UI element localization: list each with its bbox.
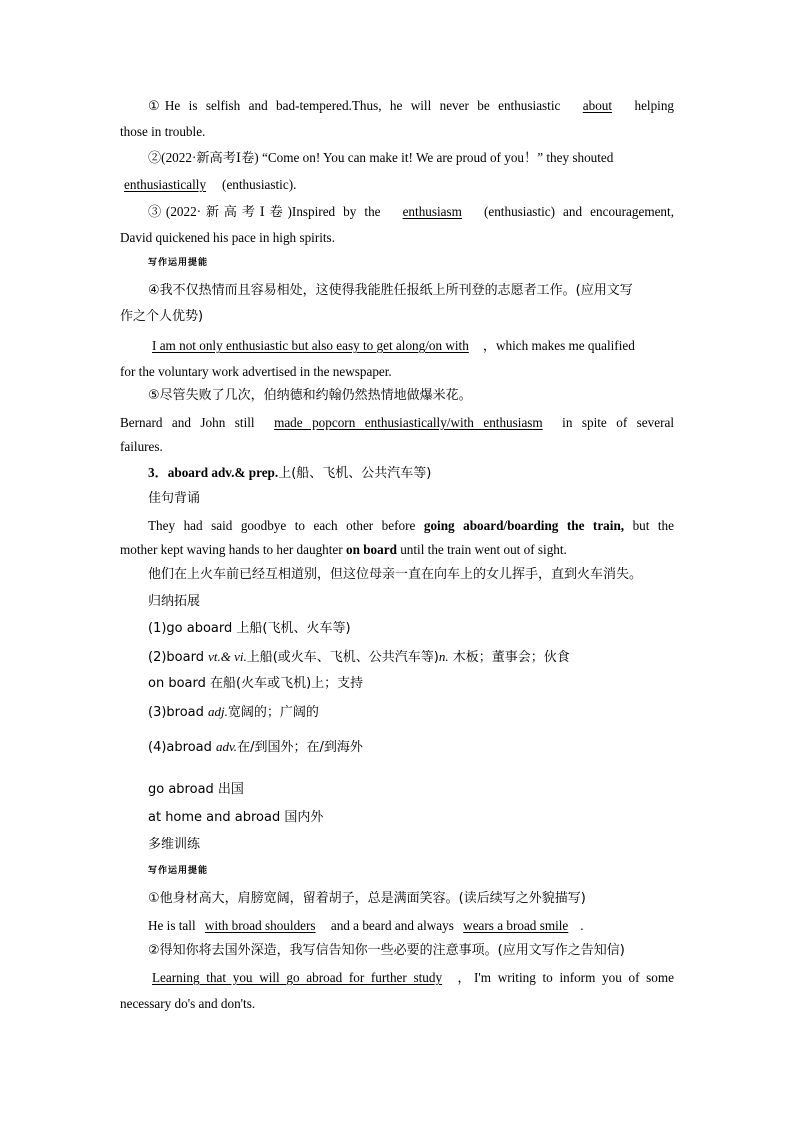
writing-label: 写作运用提能: [148, 258, 209, 268]
exercise-text: in spite of several: [562, 415, 675, 430]
practice-2-line-2: necessary do's and don'ts.: [120, 996, 256, 1011]
expand-item-2: (2)board vt.& vi.上船(或火车、飞机、公共汽车等)n. 木板；董事会；伙食: [148, 649, 570, 665]
practice-1-chinese: ①他身材高大，肩膀宽阔，留着胡子，总是满面笑容。(读后续写之外貌描写): [148, 891, 586, 906]
expand-label: 归纳拓展: [148, 594, 201, 609]
example-sentence-line-1: They had said goodbye to each other before going aboard/boarding the train, but the: [148, 518, 675, 533]
expand-item-4: (4)abroad adv.在/到国外；在/到海外: [148, 739, 363, 755]
expand-item-1: (1)go aboard 上船(飞机、火车等): [148, 621, 351, 636]
expand-item-4-go-abroad: go abroad 出国: [148, 782, 244, 797]
answer-blank: enthusiasm: [402, 204, 462, 219]
answer-blank: with broad shoulders: [204, 918, 316, 933]
answer-blank: about: [582, 98, 613, 113]
exercise-1-line-2: those in trouble.: [120, 124, 206, 139]
answer-blank: Learning that you will go abroad for further study: [152, 970, 443, 985]
exercise-1-line-1: [148, 97, 674, 115]
exercise-4-chinese-1: ④我不仅热情而且容易相处，这使得我能胜任报纸上所刊登的志愿者工作。(应用文写: [148, 283, 633, 298]
bold-phrase: on board: [345, 542, 397, 557]
exercise-5-chinese: ⑤尽管失败了几次，伯纳德和约翰仍然热情地做爆米花。: [148, 388, 472, 403]
bold-phrase: going aboard/boarding the train,: [423, 518, 625, 533]
exercise-text: ，which makes me qualified: [482, 338, 635, 353]
exercise-3-line-2: David quickened his pace in high spirits.: [120, 230, 335, 245]
example-sentence-line-2: mother kept waving hands to her daughter on board until the train went out of sight.: [120, 542, 567, 557]
exercise-text: (enthusiastic) and encouragement,: [483, 204, 674, 219]
example-sentence-chinese: 他们在上火车前已经互相道别，但这位母亲一直在向车上的女儿挥手，直到火车消失。: [148, 567, 643, 582]
exercise-5-line-2: failures.: [120, 439, 163, 454]
answer-blank: enthusiastically: [124, 177, 207, 192]
exercise-text: (enthusiastic).: [222, 177, 297, 192]
expand-item-2-extra: on board 在船(火车或飞机)上；支持: [148, 676, 364, 691]
exercise-text: ③(2022·新高考Ⅰ卷)Inspired by the: [148, 204, 381, 219]
exercise-text: ①He is selfish and bad-tempered.Thus, he will never be enthusiastic: [148, 98, 561, 113]
practice-label: 多维训练: [148, 837, 201, 852]
exercise-5-line-1: [120, 414, 674, 432]
exercise-4-line-1: [148, 337, 674, 355]
exercise-3-line-1: [148, 203, 674, 221]
exercise-2-line-1: ②(2022·新高考Ⅰ卷) “Come on! You can make it! We are proud of you！” they shouted: [148, 150, 614, 165]
section-3-heading: 3．aboard adv.& prep.上(船、飞机、公共汽车等): [148, 465, 432, 481]
practice-2-chinese: ②得知你将去国外深造，我写信告知你一些必要的注意事项。(应用文写作之告知信): [148, 943, 625, 958]
answer-blank: I am not only enthusiastic but also easy to get along/on with: [152, 338, 469, 353]
practice-2-line-1: Learning that you will go abroad for further study ，I'm writing to inform you of some: [148, 969, 674, 987]
recite-label: 佳句背诵: [148, 491, 201, 506]
exercise-4-chinese-2: 作之个人优势): [120, 309, 204, 324]
answer-blank: wears a broad smile: [463, 918, 569, 933]
expand-item-3: (3)broad adj.宽阔的；广阔的: [148, 704, 319, 720]
answer-blank: made popcorn enthusiastically/with enthusiasm: [274, 415, 543, 430]
expand-item-4-at-home: at home and abroad 国内外: [148, 810, 324, 825]
exercise-4-line-2: for the voluntary work advertised in the newspaper.: [120, 364, 392, 379]
exercise-text: helping: [634, 98, 675, 113]
practice-1-line: He is tall with broad shoulders and a beard and always wears a broad smile .: [148, 918, 584, 933]
writing-label: 写作运用提能: [148, 866, 209, 876]
exercise-2-line-2: [120, 176, 674, 194]
exercise-text: Bernard and John still: [120, 415, 255, 430]
